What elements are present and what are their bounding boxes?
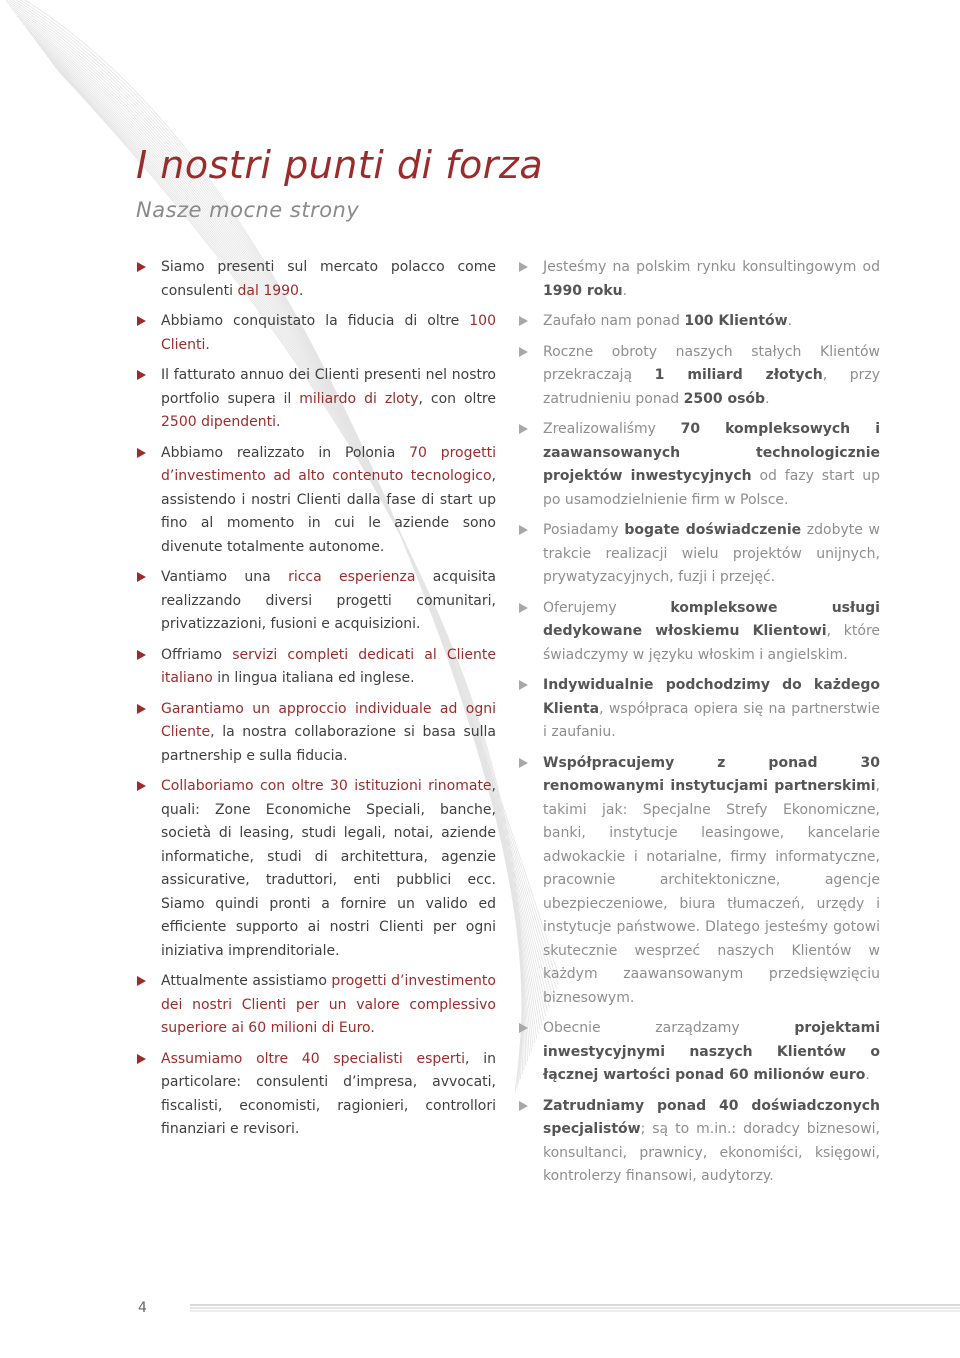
italian-bullet-item [136,566,496,637]
highlighted-text: projektami inwestycyjnymi naszych Klientów o łącznej wartości ponad 60 milionów euro [543,1020,880,1083]
body-text: Obecnie zarządzamy [543,1020,795,1036]
body-text: Il fatturato annuo dei Clienti presenti nel nostro portfolio supera il [161,367,496,407]
body-text: Abbiamo conquistato la fiducia di oltre [161,313,470,329]
italian-bullet-item [136,364,496,435]
body-text: . [370,1020,375,1036]
italian-bullet-item [136,1048,496,1142]
italian-bullet-item [136,256,496,303]
italian-bullet-item [136,775,496,963]
triangle-right-icon [519,758,528,768]
triangle-right-icon [519,525,528,535]
italian-bullet-item [136,698,496,769]
triangle-right-icon [137,781,146,791]
body-text: . [622,282,628,299]
body-text: , assistendo i nostri Clienti dalla fase di start up fino al momento in cui le aziende sono divenute totalmente autonome. [161,468,496,555]
triangle-right-icon [137,316,146,326]
body-text: Vantiamo una [161,569,289,585]
body-text: , con oltre [418,390,496,407]
highlighted-text: progetti d’investimento dei nostri Clienti per un valore complessivo superiore ai 60 milioni di Euro [161,973,496,1036]
footer-rule [190,1302,960,1316]
italian-column [136,256,496,1149]
triangle-right-icon [137,370,146,380]
body-text: . [205,336,210,353]
highlighted-text: 70 kompleksowych i zaawansowanych technologicznie projektów inwestycyjnych [543,421,880,484]
body-text: . [865,1067,870,1083]
body-text: . [275,414,281,430]
polish-bullet-item [518,519,880,590]
triangle-right-icon [519,1023,528,1033]
highlighted-text: servizi completi dedicati al Cliente italiano [161,646,496,686]
body-text: od fazy start up po usamodzielnienie firm w Polsce. [543,468,880,508]
polish-bullet-item [518,341,880,412]
triangle-right-icon [519,347,528,357]
polish-bullet-item [518,597,880,668]
polish-column [518,256,880,1196]
highlighted-text: 100 Clienti [161,313,496,353]
page-title: I nostri punti di forza [136,143,544,187]
body-text: Attualmente assistiamo [161,973,332,989]
polish-bullet-item [518,418,880,512]
highlighted-text: 100 Klientów [684,313,788,329]
page-subtitle: Nasze mocne strony [136,198,360,222]
triangle-right-icon [137,1054,146,1064]
body-text: acquisita realizzando diversi progetti comunitari, privatizzazioni, fusioni e acquisizioni. [161,569,496,632]
body-text: Roczne obroty naszych stałych Klientów przekraczają [543,343,880,383]
triangle-right-icon [519,262,528,272]
highlighted-text: Garantiamo un approccio individuale ad ogni Cliente [161,700,496,740]
body-text: , in particolare: consulenti d’impresa, avvocati, fiscalisti, economisti, ragionieri, controllori finanziari e revisori. [161,1050,496,1137]
body-text: zdobyte w trakcie realizacji wielu projektów unijnych, prywatyzacyjnych, fuzji i przejęć. [543,522,880,585]
body-text: ; są to m.in.: doradcy biznesowi, konsultanci, prawnicy, ekonomiści, księgowi, kontrolerzy finansowi, audytorzy. [543,1121,880,1184]
triangle-right-icon [137,650,146,660]
highlighted-text: Współpracujemy z ponad 30 renomowanymi instytucjami partnerskimi [543,754,880,794]
body-text: , quali: Zone Economiche Speciali, banche, società di leasing, studi legali, notai, aziende informatiche, studi di architettura, agenzie assicurative, traduttori, enti pubblici ecc. Siamo quindi pronti a fornire un valido ed efficiente supporto ai nostri Clienti per ogni iniziativa imprenditoriale. [161,778,496,959]
italian-bullet-item [136,310,496,357]
body-text: , takimi jak: Specjalne Strefy Ekonomiczne, banki, instytucje leasingowe, kancelarie adwokackie i notarialne, firmy informatyczne, pracownie architektoniczne, agencje ubezpieczeniowe, biura tłumaczeń, urzędy i instytucje państwowe. Dlatego jesteśmy gotowi skutecznie wesprzeć naszych Klientów w każdym zaawansowanym przedsięwzięciu biznesowym. [543,778,880,1006]
highlighted-text: 1 miliard złotych [654,367,823,383]
triangle-right-icon [519,680,528,690]
polish-bullet-item [518,1095,880,1189]
highlighted-text: kompleksowe usługi dedykowane włoskiemu Klientowi [543,599,880,639]
highlighted-text: miliardo di zloty [299,390,419,407]
highlighted-text: bogate doświadczenie [624,522,802,538]
triangle-right-icon [137,704,146,714]
body-text: . [298,282,304,299]
polish-bullet-item [518,752,880,1011]
triangle-right-icon [519,424,528,434]
triangle-right-icon [519,1101,528,1111]
triangle-right-icon [137,976,146,986]
triangle-right-icon [137,572,146,582]
highlighted-text: 2500 osób [683,390,766,407]
body-text: Zaufało nam ponad [543,313,685,329]
polish-bullet-item [518,1017,880,1088]
body-text: . [765,390,770,407]
polish-bullet-item [518,256,880,303]
highlighted-text: Indywidualnie podchodzimy do każdego Klienta [543,677,880,717]
body-text: , przy zatrudnieniu ponad [543,367,880,407]
page-number: 4 [138,1300,147,1316]
body-text: Abbiamo realizzato in Polonia [161,444,410,461]
body-text: Zrealizowaliśmy [543,421,681,437]
body-text: . [787,313,793,329]
body-text: Posiadamy [543,522,625,538]
body-text: , które świadczymy w języku włoskim i angielskim. [543,623,881,663]
highlighted-text: Assumiamo oltre 40 specialisti esperti [161,1050,466,1067]
italian-bullet-item [136,970,496,1041]
highlighted-text: 1990 roku [543,282,623,299]
triangle-right-icon [137,448,146,458]
body-text: Offriamo [161,646,233,663]
polish-bullet-item [518,674,880,745]
highlighted-text: dal 1990 [237,282,299,299]
body-text: Jesteśmy na polskim rynku konsultingowym od [543,259,880,275]
body-text: in lingua italiana ed inglese. [212,670,415,686]
body-text: Oferujemy [543,599,671,616]
highlighted-text: ricca esperienza [288,569,416,585]
body-text: , współpraca opiera się na partnerstwie i zaufaniu. [543,700,880,740]
body-text: Siamo presenti sul mercato polacco come consulenti [161,259,496,299]
polish-bullet-item [518,310,880,334]
triangle-right-icon [519,603,528,613]
highlighted-text: 70 progetti d’investimento ad alto contenuto tecnologico [161,444,496,484]
highlighted-text: Zatrudniamy ponad 40 doświadczonych specjalistów [543,1097,880,1137]
triangle-right-icon [519,316,528,326]
highlighted-text: Collaboriamo con oltre 30 istituzioni rinomate [161,778,492,794]
triangle-right-icon [137,262,146,272]
body-text: , la nostra collaborazione si basa sulla partnership e sulla fiducia. [161,724,496,764]
highlighted-text: 2500 dipendenti [161,414,276,430]
italian-bullet-item [136,442,496,560]
italian-bullet-item [136,644,496,691]
